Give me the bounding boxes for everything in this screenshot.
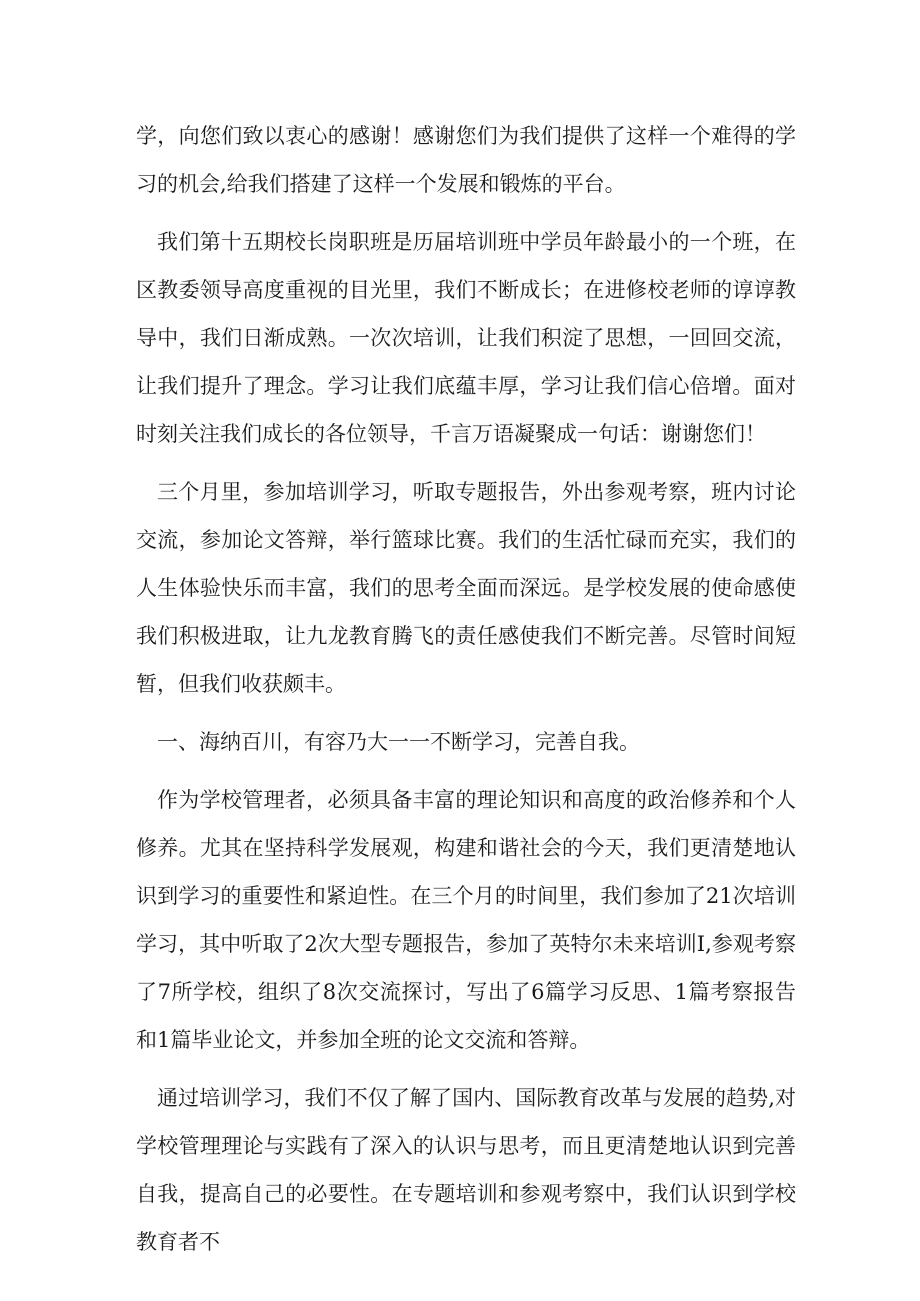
section-heading: 一、海纳百川，有容乃大一一不断学习，完善自我。 xyxy=(157,730,640,754)
paragraph-2: 我们第十五期校长岗职班是历届培训班中学员年龄最小的一个班，在区教委领导高度重视的目光里，我们不断成长；在进修校老师的谆谆教导中，我们日渐成熟。一次次培训，让我们积淀了思想，一回回交流，让我们提升了理念。学习让我们底蕴丰厚，学习让我们信心倍增。面对时刻关注我们成长的各位领导，千言万语凝聚成一句话：谢谢您们！ xyxy=(136,230,796,446)
document-body xyxy=(136,112,796,1276)
paragraph-1: 学，向您们致以衷心的感谢！感谢您们为我们提供了这样一个难得的学习的机会,给我们搭建了这样一个发展和锻炼的平台。 xyxy=(136,124,796,196)
paragraph-5: 通过培训学习，我们不仅了解了国内、国际教育改革与发展的趋势,对学校管理理论与实践有了深入的认识与思考，而且更清楚地认识到完善自我，提高自己的必要性。在专题培训和参观考察中，我们认识到学校教育者不 xyxy=(136,1086,796,1254)
paragraph-3: 三个月里，参加培训学习，听取专题报告，外出参观考察，班内讨论交流，参加论文答辩，举行篮球比赛。我们的生活忙碌而充实，我们的人生体验快乐而丰富，我们的思考全面而深远。是学校发展的使命感使我们积极进取，让九龙教育腾飞的责任感使我们不断完善。尽管时间短暂，但我们收获颇丰。 xyxy=(136,480,796,696)
paragraph-4: 作为学校管理者，必须具备丰富的理论知识和高度的政治修养和个人修养。尤其在坚持科学发展观，构建和谐社会的今天，我们更清楚地认识到学习的重要性和紧迫性。在三个月的时间里，我们参加了21次培训学习，其中听取了2次大型专题报告，参加了英特尔未来培训I,参观考察了7所学校，组织了8次交流探讨，写出了6篇学习反思、1篇考察报告和1篇毕业论文，并参加全班的论文交流和答辩。 xyxy=(136,788,796,1052)
